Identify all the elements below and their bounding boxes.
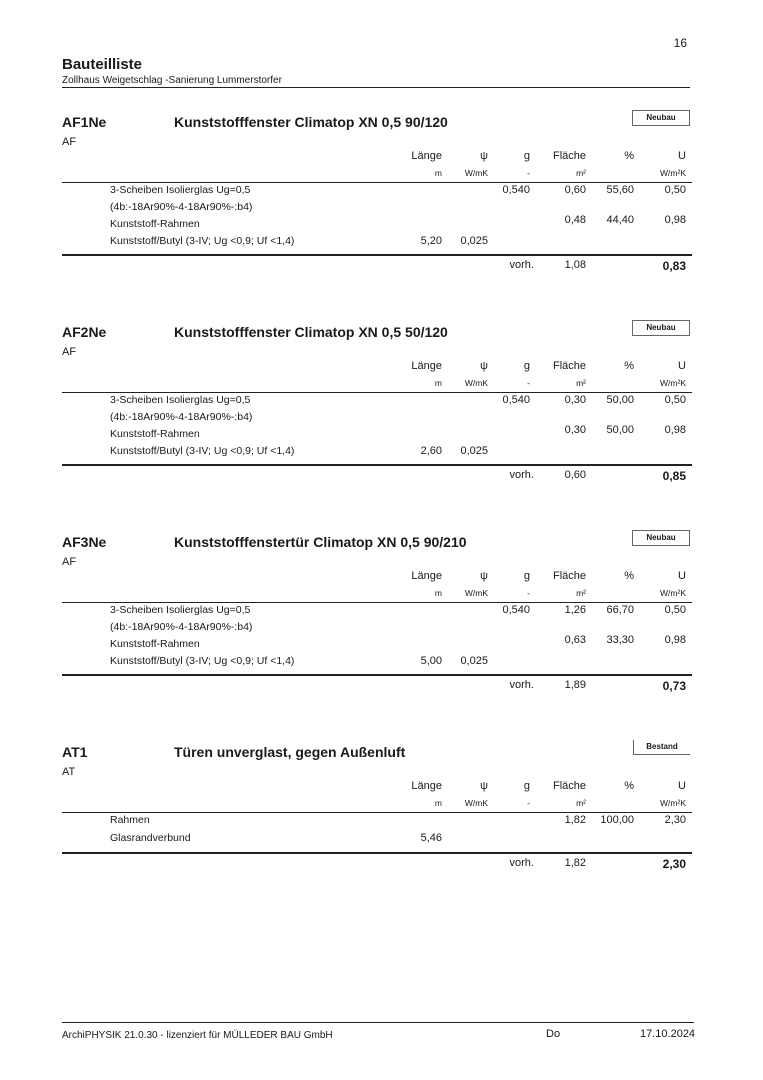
total-label: vorh. [509,679,534,691]
cell-flaeche: 0,30 [564,424,586,436]
unit-g: - [527,798,530,808]
cell-flaeche: 0,30 [564,394,586,406]
cell-u: 0,50 [664,184,686,196]
unit-laenge: m [434,378,442,388]
table-header-rule [62,392,692,393]
layer-description: (4b:-18Ar90%-4-18Ar90%-:b4) [110,411,253,423]
cell-flaeche: 1,26 [564,604,586,616]
cell-g: 0,540 [502,184,530,196]
component-code: AF3Ne [62,534,107,550]
unit-g: - [527,588,530,598]
cell-flaeche: 0,60 [564,184,586,196]
unit-u: W/m²K [660,798,686,808]
unit-u: W/m²K [660,168,686,178]
component-title: Kunststofffenster Climatop XN 0,5 90/120 [174,114,448,130]
column-header-u: U [678,780,686,792]
layer-description: Kunststoff/Butyl (3-IV; Ug <0,9; Uf <1,4) [110,655,295,667]
column-header-psi: ψ [480,780,488,792]
unit-u: W/m²K [660,378,686,388]
layer-description: (4b:-18Ar90%-4-18Ar90%-:b4) [110,621,253,633]
cell-u: 2,30 [664,814,686,826]
unit-laenge: m [434,798,442,808]
column-header-prozent: % [624,360,634,372]
footer-date: 17.10.2024 [640,1028,696,1040]
cell-prozent: 50,00 [606,424,634,436]
cell-laenge: 5,46 [420,832,442,844]
unit-g: - [527,378,530,388]
layer-description: Kunststoff/Butyl (3-IV; Ug <0,9; Uf <1,4) [110,445,295,457]
cell-psi: 0,025 [460,445,488,457]
total-label: vorh. [509,259,534,271]
column-header-flaeche: Fläche [552,360,586,372]
cell-prozent: 66,70 [606,604,634,616]
table-total-rule [62,852,692,854]
cell-u: 0,50 [664,394,686,406]
unit-psi: W/mK [464,588,488,598]
component-category: AF [62,556,77,568]
component-block [62,324,692,484]
header-divider [62,87,690,88]
component-category: AF [62,346,77,358]
cell-prozent: 44,40 [606,214,634,226]
footer-divider [62,1022,694,1023]
column-header-laenge: Länge [411,570,442,582]
total-label: vorh. [509,469,534,481]
layer-description: 3-Scheiben Isolierglas Ug=0,5 [110,184,251,196]
cell-prozent: 100,00 [600,814,634,826]
column-header-flaeche: Fläche [552,150,586,162]
unit-flaeche: m² [576,588,586,598]
cell-prozent: 55,60 [606,184,634,196]
status-badge: Neubau [632,320,690,336]
component-code: AT1 [62,744,88,760]
component-block [62,114,692,274]
column-header-g: g [523,570,530,582]
layer-description: (4b:-18Ar90%-4-18Ar90%-:b4) [110,201,253,213]
cell-flaeche: 0,63 [564,634,586,646]
unit-u: W/m²K [660,588,686,598]
total-flaeche: 1,08 [564,259,586,271]
cell-psi: 0,025 [460,655,488,667]
unit-flaeche: m² [576,378,586,388]
column-header-flaeche: Fläche [552,570,586,582]
component-code: AF1Ne [62,114,107,130]
layer-description: Kunststoff-Rahmen [110,218,200,230]
status-badge: Bestand [633,740,690,755]
cell-g: 0,540 [502,394,530,406]
component-category: AT [62,766,76,778]
component-block [62,744,692,904]
column-header-psi: ψ [480,150,488,162]
component-code: AF2Ne [62,324,107,340]
table-header-rule [62,602,692,603]
component-category: AF [62,136,77,148]
table-total-rule [62,674,692,676]
cell-g: 0,540 [502,604,530,616]
cell-laenge: 5,00 [420,655,442,667]
cell-u: 0,98 [664,634,686,646]
cell-u: 0,50 [664,604,686,616]
layer-description: 3-Scheiben Isolierglas Ug=0,5 [110,394,251,406]
column-header-g: g [523,150,530,162]
unit-psi: W/mK [464,378,488,388]
column-header-prozent: % [624,570,634,582]
cell-u: 0,98 [664,424,686,436]
column-header-prozent: % [624,780,634,792]
column-header-g: g [523,360,530,372]
unit-laenge: m [434,168,442,178]
column-header-u: U [678,570,686,582]
cell-laenge: 5,20 [420,235,442,247]
unit-laenge: m [434,588,442,598]
status-badge: Neubau [632,110,690,126]
footer-software: ArchiPHYSIK 21.0.30 - lizenziert für MÜLLEDER BAU GmbH [62,1030,333,1041]
unit-flaeche: m² [576,168,586,178]
layer-description: Kunststoff-Rahmen [110,428,200,440]
total-flaeche: 1,89 [564,679,586,691]
total-flaeche: 0,60 [564,469,586,481]
total-flaeche: 1,82 [564,857,586,869]
unit-psi: W/mK [464,168,488,178]
column-header-u: U [678,150,686,162]
column-header-laenge: Länge [411,150,442,162]
column-header-g: g [523,780,530,792]
component-title: Türen unverglast, gegen Außenluft [174,744,406,760]
column-header-prozent: % [624,150,634,162]
page-number: 16 [673,36,687,50]
component-block [62,534,692,694]
layer-description: Kunststoff/Butyl (3-IV; Ug <0,9; Uf <1,4) [110,235,295,247]
status-badge: Neubau [632,530,690,546]
table-header-rule [62,182,692,183]
component-title: Kunststofffenster Climatop XN 0,5 50/120 [174,324,448,340]
footer-day: Do [546,1028,561,1040]
unit-g: - [527,168,530,178]
total-u: 0,83 [662,259,686,273]
layer-description: 3-Scheiben Isolierglas Ug=0,5 [110,604,251,616]
component-title: Kunststofffenstertür Climatop XN 0,5 90/210 [174,534,467,550]
cell-flaeche: 1,82 [564,814,586,826]
unit-flaeche: m² [576,798,586,808]
total-u: 0,85 [662,469,686,483]
cell-prozent: 33,30 [606,634,634,646]
layer-description: Glasrandverbund [110,832,191,844]
unit-psi: W/mK [464,798,488,808]
column-header-psi: ψ [480,360,488,372]
layer-description: Rahmen [110,814,150,826]
table-header-rule [62,812,692,813]
column-header-flaeche: Fläche [552,780,586,792]
document-title: Bauteilliste [62,56,143,73]
column-header-psi: ψ [480,570,488,582]
column-header-laenge: Länge [411,780,442,792]
layer-description: Kunststoff-Rahmen [110,638,200,650]
cell-laenge: 2,60 [420,445,442,457]
total-u: 0,73 [662,679,686,693]
table-total-rule [62,254,692,256]
table-total-rule [62,464,692,466]
total-label: vorh. [509,857,534,869]
total-u: 2,30 [662,857,686,871]
cell-prozent: 50,00 [606,394,634,406]
cell-psi: 0,025 [460,235,488,247]
column-header-laenge: Länge [411,360,442,372]
column-header-u: U [678,360,686,372]
project-subtitle: Zollhaus Weigetschlag -Sanierung Lummerstorfer [62,75,282,86]
cell-u: 0,98 [664,214,686,226]
cell-flaeche: 0,48 [564,214,586,226]
